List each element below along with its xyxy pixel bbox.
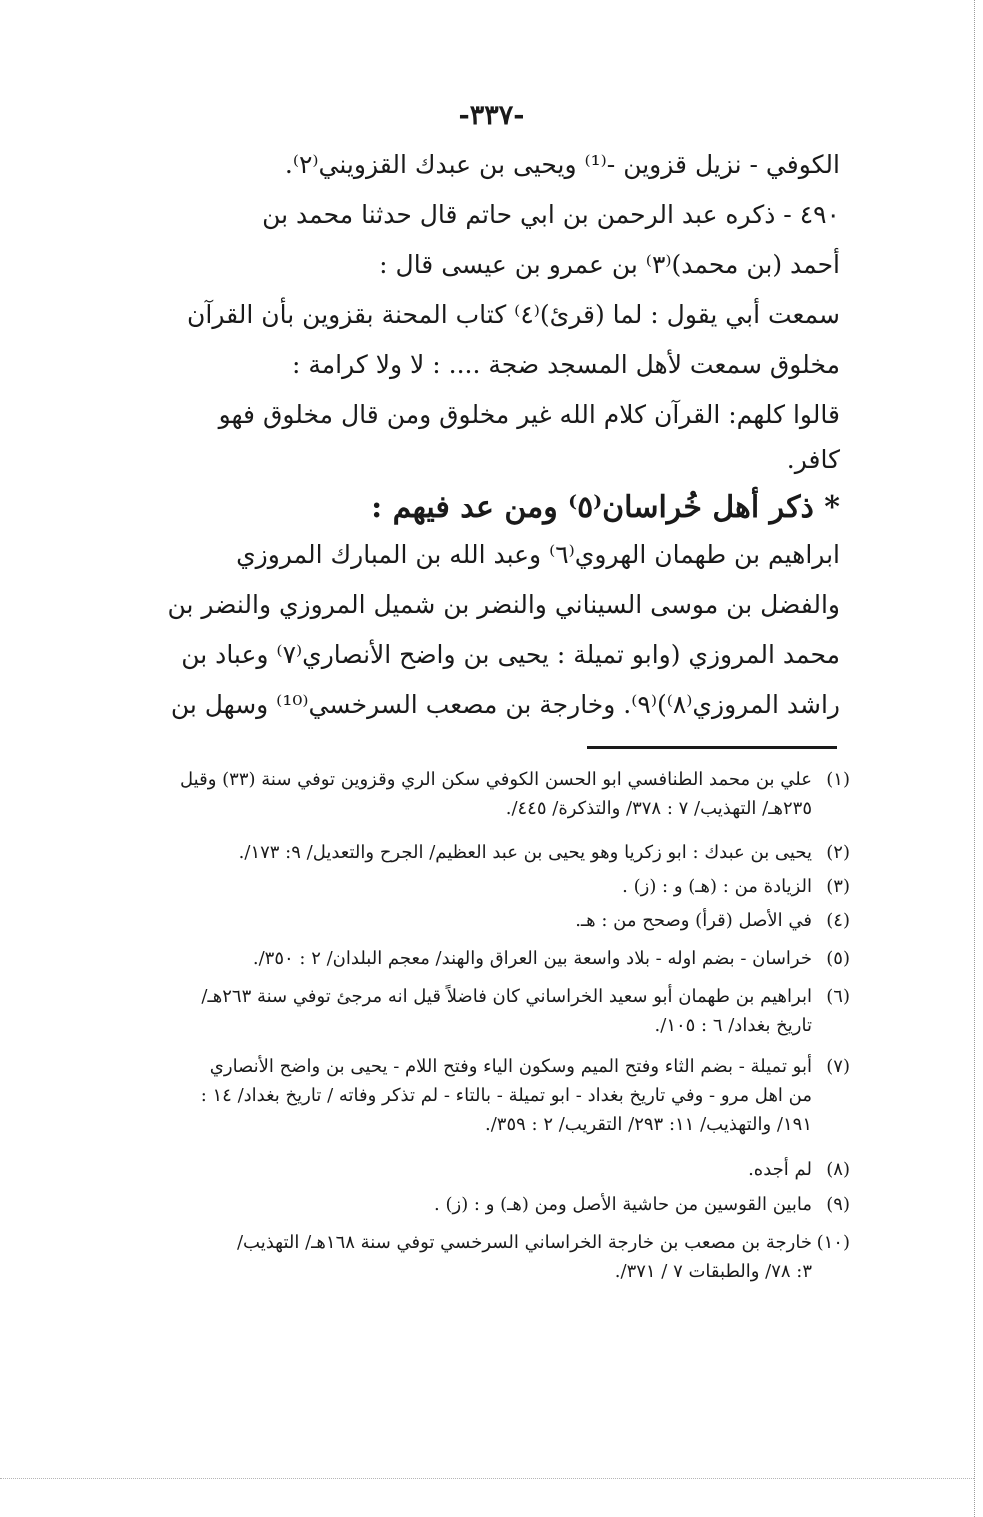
footnote-line: ٣: ٧٨/ والطبقات ٧ / ٣٧١/.: [614, 1261, 812, 1282]
footnote-line: علي بن محمد الطنافسي ابو الحسن الكوفي سكن الري وقزوين توفي سنة (٣٣) وقيل: [180, 769, 812, 790]
text-line: أحمد (بن محمد)⁽٣⁾ بن عمرو بن عيسى قال :: [379, 250, 840, 279]
text-line: قالوا كلهم: القرآن كلام الله غير مخلوق ومن قال مخلوق فهو: [218, 400, 840, 429]
footnote-number: (٥): [826, 948, 850, 969]
footnote-number: (٧): [826, 1056, 850, 1077]
text-line: مخلوق سمعت لأهل المسجد ضجة .... : لا ولا كرامة :: [292, 350, 840, 379]
footnote-line: في الأصل (قرأ) وصحح من : هـ.: [575, 910, 812, 931]
footnote-5: [160, 944, 850, 973]
page-edge-line: [974, 0, 975, 1517]
text-line: سمعت أبي يقول : لما (قرئ)⁽٤⁾ كتاب المحنة بقزوين بأن القرآن: [187, 300, 840, 329]
footnote-4: [160, 906, 850, 935]
footnote-line: ٢٣٥هـ/ التهذيب/ ٧ : ٣٧٨/ والتذكرة/ ٤٤٥/.: [505, 798, 812, 819]
footnote-8: [160, 1155, 850, 1184]
footnote-number: (٤): [826, 910, 850, 931]
section-heading: * ذكر أهل خُراسان⁽٥⁾ ومن عد فيهم :: [371, 490, 840, 525]
footnote-line: خراسان - بضم اوله - بلاد واسعة بين العراق والهند/ معجم البلدان/ ٢ : ٣٥٠/.: [252, 948, 812, 969]
footnote-line: أبو تميلة - بضم الثاء وفتح الميم وسكون الياء وفتح اللام - يحيى بن واضح الأنصاري: [209, 1056, 812, 1077]
footnote-line: من اهل مرو - وفي تاريخ بغداد - ابو تميلة - بالتاء - لم تذكر وفاته / تاريخ بغداد/ ١٤ :: [200, 1085, 812, 1106]
text-line: كافر.: [786, 445, 840, 474]
page-bottom-line: [0, 1478, 974, 1479]
footnote-number: (١): [826, 769, 850, 790]
page-number: -٣٣٧-: [458, 100, 525, 131]
footnote-number: (٣): [826, 876, 850, 897]
footnote-number: (٦): [826, 986, 850, 1007]
text-line: الكوفي - نزيل قزوين -⁽¹⁾ ويحيى بن عبدك القزويني⁽٢⁾.: [284, 150, 840, 179]
footnote-number: (٩): [826, 1194, 850, 1215]
footnote-line: تاريخ بغداد/ ٦ : ١٠٥/.: [654, 1015, 812, 1036]
text-line: محمد المروزي (وابو تميلة : يحيى بن واضح الأنصاري⁽٧⁾ وعباد بن: [181, 640, 840, 669]
footnote-9: [160, 1190, 850, 1219]
footnote-7: [160, 1052, 850, 1139]
footnote-3: [160, 872, 850, 901]
footnote-line: الزيادة من : (هـ) و : (ز) .: [622, 876, 812, 897]
footnote-10: [160, 1228, 850, 1286]
footnote-line: ابراهيم بن طهمان أبو سعيد الخراساني كان فاضلاً قيل انه مرجئ توفي سنة ٢٦٣هـ/: [201, 986, 812, 1007]
footnote-2: [160, 838, 850, 867]
footnote-line: مابين القوسين من حاشية الأصل ومن (هـ) و : (ز) .: [434, 1194, 812, 1215]
footnote-line: خارجة بن مصعب بن خارجة الخراساني السرخسي توفي سنة ١٦٨هـ/ التهذيب/: [236, 1232, 812, 1253]
text-line: ٤٩٠ - ذكره عبد الرحمن بن ابي حاتم قال حدثنا محمد بن: [262, 200, 840, 229]
footnote-6: [160, 982, 850, 1040]
footnote-line: ١٩١/ والتهذيب/ ١١: ٢٩٣/ التقريب/ ٢ : ٣٥٩/.: [484, 1114, 812, 1135]
text-line: ابراهيم بن طهمان الهروي⁽٦⁾ وعبد الله بن المبارك المروزي: [236, 540, 840, 569]
footnote-line: يحيى بن عبدك : ابو زكريا وهو يحيى بن عبد العظيم/ الجرح والتعديل/ ٩: ١٧٣/.: [238, 842, 812, 863]
footnote-number: (١٠): [816, 1232, 850, 1253]
text-line: والفضل بن موسى السيناني والنضر بن شميل المروزي والنضر بن: [167, 590, 840, 619]
footnote-number: (٢): [826, 842, 850, 863]
text-line: راشد المروزي⁽٨⁾)⁽٩⁾. وخارجة بن مصعب السرخسي⁽¹⁰⁾ وسهل بن: [170, 690, 840, 719]
footnote-number: (٨): [826, 1159, 850, 1180]
footnote-1: [160, 765, 850, 823]
footnote-separator: [587, 746, 837, 749]
footnote-line: لم أجده.: [748, 1159, 812, 1180]
